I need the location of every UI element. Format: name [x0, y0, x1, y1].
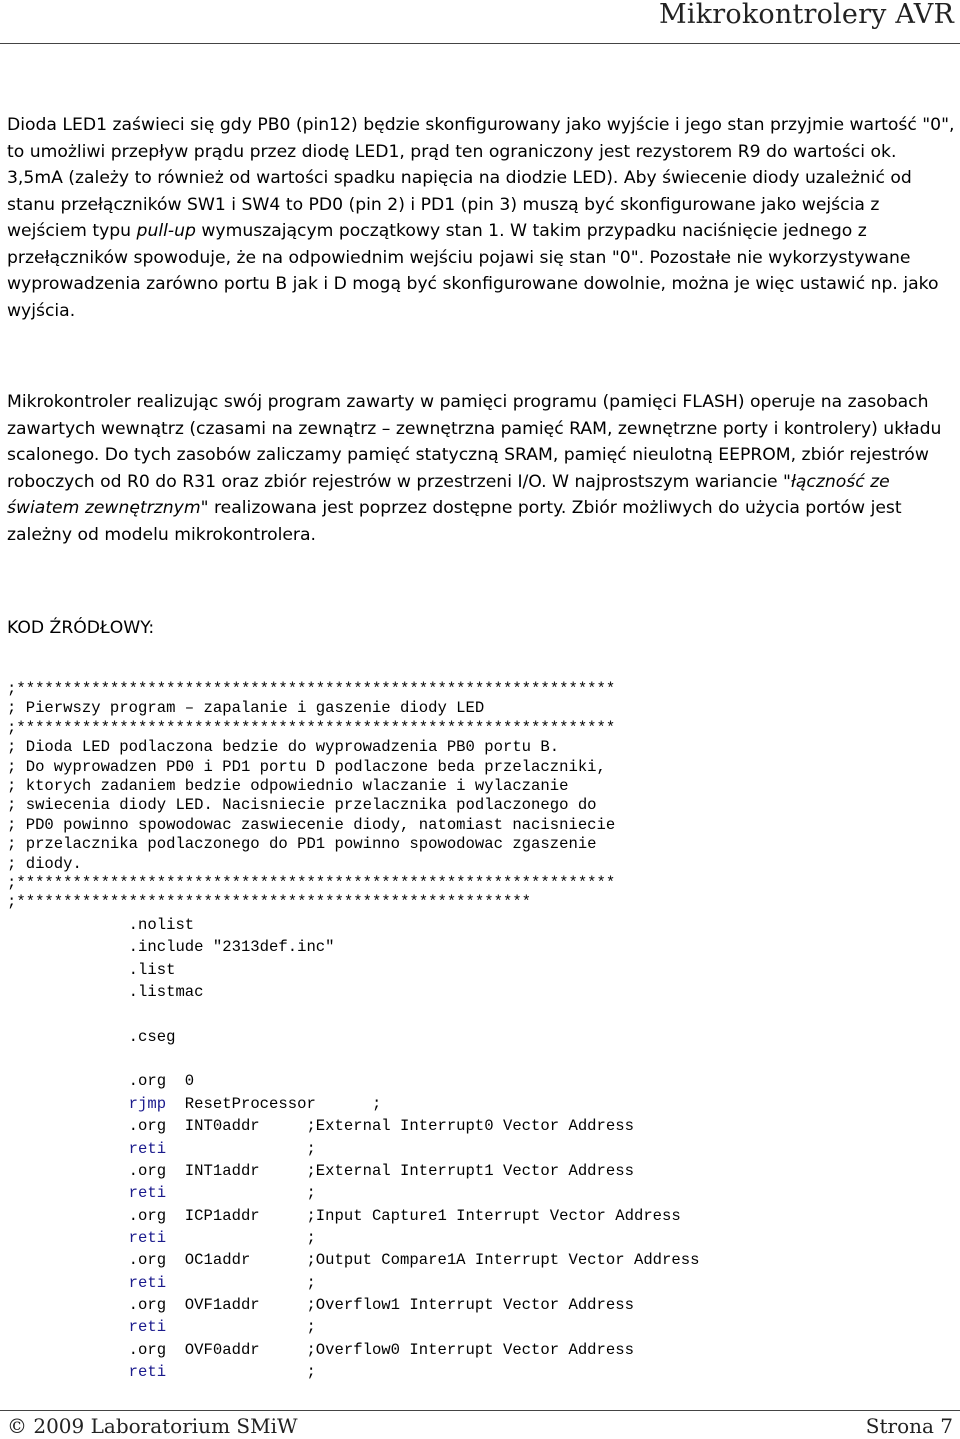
footer-page-number: Strona 7 — [865, 1414, 953, 1438]
paragraph-microcontroller-resources — [7, 389, 955, 548]
code-line: ;**************************************************************** — [7, 718, 616, 737]
paragraph1-text-end: wymuszającym początkowy stan 1. W takim przypadku naciśnięcie jednego z przełączników spowoduje, że na odpowiednim wejściu pojawi się stan "0". Pozostałe nie wykorzystywane wyprowadzenia zarówno portu B jak i D mogą być skonfigurowane dowolnie, można je więc ustawić np. jako wyjścia. — [7, 221, 939, 321]
source-code-heading: KOD ŹRÓDŁOWY: — [7, 618, 155, 638]
paragraph2-text-end: " realizowana jest poprzez dostępne porty. Zbiór możliwych do użycia portów jest zależny od modelu mikrokontrolera. — [7, 498, 902, 545]
code-line: reti ; — [128, 1363, 316, 1381]
code-line: ; diody. — [7, 854, 82, 873]
code-line: .org INT0addr ;External Interrupt0 Vector Address — [7, 1117, 634, 1136]
code-line: rjmp ResetProcessor ; — [128, 1094, 382, 1113]
code-line: .org ICP1addr ;Input Capture1 Interrupt Vector Address — [7, 1206, 681, 1225]
code-line: ; ktorych zadaniem bedzie odpowiednio wlaczanie i wylaczanie — [7, 777, 569, 795]
code-line: reti ; — [128, 1184, 316, 1203]
code-line: .org 0 — [7, 1072, 195, 1091]
paragraph2-text-start: Mikrokontroler realizując swój program zawarty w pamięci programu (pamięci FLASH) operuje na zasobach zawartych wewnątrz (czasami na zewnątrz – zewnętrzna pamięć RAM, zewnętrzne porty i kontrolery) układu scalonego. Do tych zasobów zaliczamy pamięć statyczną SRAM, pamięć nieulotną EEPROM, zbiór rejestrów roboczych od R0 do R31 oraz zbiór rejestrów w przestrzeni I/O. W najprostszym wariancie " — [7, 392, 942, 492]
code-line: reti ; — [128, 1273, 316, 1292]
code-line: ; Pierwszy program – zapalanie i gaszenie diody LED — [7, 699, 485, 718]
page-header-title: Mikrokontrolery AVR — [659, 0, 954, 30]
code-line: ;******************************************************* — [7, 893, 532, 912]
code-line: .org OVF0addr ;Overflow0 Interrupt Vector Address — [7, 1340, 634, 1359]
footer-divider — [0, 1410, 960, 1411]
paragraph2-italic-term: łączność ze światem zewnętrznym — [7, 471, 890, 518]
code-line: .include "2313def.inc" — [7, 938, 335, 957]
code-line: reti ; — [128, 1318, 316, 1337]
code-line: ; PD0 powinno spowodowac zaswiecenie diody, natomiast nacisniecie — [7, 815, 616, 834]
code-line: .cseg — [7, 1027, 176, 1046]
code-line: .nolist — [7, 916, 195, 934]
code-line: reti ; — [128, 1139, 316, 1158]
code-line: .org OVF1addr ;Overflow1 Interrupt Vector Address — [7, 1295, 634, 1314]
code-line: ;**************************************************************** — [7, 680, 616, 698]
paragraph-led-description — [7, 112, 955, 324]
code-line: ;**************************************************************** — [7, 874, 616, 892]
code-line: ; swiecenia diody LED. Nacisniecie przelacznika podlaczonego do — [7, 796, 597, 815]
paragraph1-italic-term: pull-up — [136, 221, 196, 241]
code-line: ; Do wyprowadzen PD0 i PD1 portu D podlaczone beda przelaczniki, — [7, 757, 606, 776]
footer-copyright: © 2009 Laboratorium SMiW — [7, 1414, 298, 1438]
code-line: ; Dioda LED podlaczona bedzie do wyprowadzenia PB0 portu B. — [7, 738, 560, 757]
code-line: .listmac — [7, 983, 204, 1002]
code-line: .org OC1addr ;Output Compare1A Interrupt Vector Address — [7, 1251, 700, 1270]
code-line: reti ; — [128, 1228, 316, 1247]
code-line: ; przelacznika podlaczonego do PD1 powinno spowodowac zgaszenie — [7, 835, 597, 854]
code-line: .list — [7, 960, 176, 979]
code-line: .org INT1addr ;External Interrupt1 Vector Address — [7, 1161, 634, 1180]
header-divider — [0, 43, 960, 44]
paragraph1-text-start: Dioda LED1 zaświeci się gdy PB0 (pin12) będzie skonfigurowany jako wyjście i jego stan przyjmie wartość "0", to umożliwi przepływ prądu przez diodę LED1, prąd ten ograniczony jest rezystorem R9 do wartości ok. 3,5mA (zależy to również od wartości spadku napięcia na diodzie LED). Aby świecenie diody uzależnić od stanu przełączników SW1 i SW4 to PD0 (pin 2) i PD1 (pin 3) muszą być skonfigurowane jako wejścia z wejściem typu — [7, 115, 955, 241]
